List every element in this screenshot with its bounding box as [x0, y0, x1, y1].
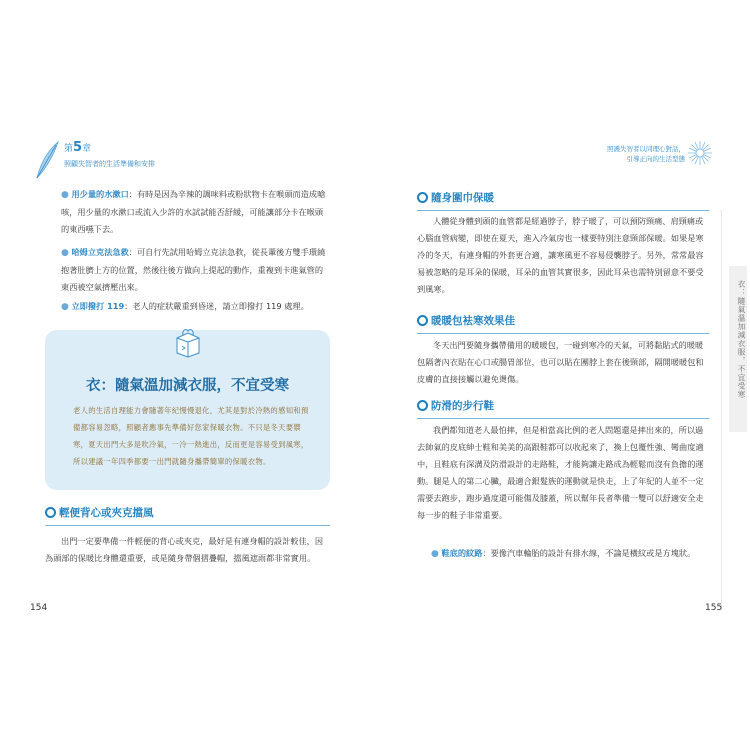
ring-icon [417, 400, 428, 411]
section-heading: 輕便背心或夾克擋風 [45, 505, 154, 520]
clothes-box-icon [173, 326, 203, 358]
bullet-icon: ● [61, 248, 69, 258]
section-heading: 隨身圍巾保暖 [417, 190, 494, 205]
right-header-text: 照護失智者以同理心對話， 引導正向的生活型態 [607, 145, 685, 163]
section-divider [417, 210, 709, 211]
chapter-subtitle: 照顧失智者的生活準備和安排 [64, 160, 155, 168]
section-divider [417, 418, 709, 419]
section-heading: 防滑的步行鞋 [417, 398, 494, 413]
section-heading: 暖暖包袪寒效果佳 [417, 313, 515, 328]
chapter-label: 第5章 [64, 140, 92, 155]
sun-icon [687, 140, 713, 166]
callout-box [45, 330, 330, 490]
tip-item: ● 立即撥打 119：老人的症狀嚴重到昏迷，請立即撥打 119 處理。 [61, 301, 309, 312]
side-tab: 衣：隨氣溫加減衣服，不宜受寒 [729, 266, 747, 432]
chapter-header [34, 140, 234, 180]
section-paragraph: 人體從身體到頭的血管都是經過脖子，脖子暖了，可以預防頸痛、肩頸痛或心腦血管病變，即使在夏天，進入冷氣房也一樣要特別注意頸部保暖。如果是寒冷的冬天，有連身帽的外套更合適，讓寒風更不容易侵襲脖子。另外，常常最容易被忽略的是耳朵的保暖，耳朵的血管其實很多，因此耳朵也需特別留意不要受到風寒。 [417, 216, 704, 294]
right-header [575, 140, 715, 180]
callout-title: 衣：隨氣溫加減衣服，不宜受寒 [86, 377, 289, 394]
page-number-left: 154 [30, 603, 48, 613]
side-rule [721, 210, 722, 610]
feather-icon [34, 140, 60, 180]
bullet-icon: ● [61, 190, 69, 200]
ring-icon [417, 192, 428, 203]
bullet-icon: ● [431, 549, 439, 559]
ring-icon [45, 507, 56, 518]
section-paragraph: 我們都知道老人最怕摔，但是相當高比例的老人問題還是摔出來的，所以過去帥氣的皮底紳士鞋和美美的高跟鞋都可以收起來了，換上包覆性強、彎曲度適中，且鞋底有深溝及防滑設計的走路鞋，才能夠讓走路成為輕鬆而沒有負擔的運動。腿是人的第二心臟，最適合銀髮族的運動就是快走，上了年紀的人並不一定需要去跑步，跑步過度還可能傷及膝蓋，所以幫年長者準備一雙可以舒適安全走每一步的鞋子非常重要。 [417, 425, 704, 520]
section-paragraph: 出門一定要準備一件輕便的背心或夾克，最好是有連身帽的設計較佳，因為頭部的保暖比身體還重要，或是隨身帶個摺疊帽，擋風遮雨都非常實用。 [45, 536, 324, 563]
tip-item: ● 鞋底的紋路：要像汽車輪胎的設計有排水線，不論是橫紋或是方塊狀。 [431, 548, 696, 559]
ring-icon [417, 315, 428, 326]
callout-body: 老人的生活自理能力會隨著年紀慢慢退化，尤其是對於冷熱的感知和預備都容易忽略，照顧者應事先準備好您家保暖衣物。不只是冬天要禦寒，夏天出門大多是吹冷氣，一冷一熱進出，反而更是容易受到風寒，所以建議一年四季都要一出門就隨身攜帶簡單的保暖衣物。 [73, 406, 309, 466]
tip-item: ● 哈姆立克法急救：可自行先試用哈姆立克法急救，從長輩後方雙手環繞抱著肚臍上方的位置，然後往後方做向上提起的動作，重複到卡進氣管的東西被空氣擠壓出來。 [61, 247, 326, 292]
section-divider [45, 525, 330, 526]
section-divider [417, 333, 709, 334]
tip-item: ● 用少量的水漱口：有時是因為辛辣的調味料或粉狀物卡在喉頭而造成嗆咳，用少量的水漱口或流入少許的水試試能否舒緩，可能讓部分卡在喉頭的東西嚥下去。 [61, 189, 326, 234]
section-paragraph: 冬天出門要隨身攜帶備用的暖暖包，一碰到寒冷的天氣，可將黏貼式的暖暖包隔著內衣貼在心口或腸胃部位，也可以貼在團脖上套在後頸部，隔開暖暖包和皮膚的直接接觸以避免燙傷。 [417, 340, 704, 384]
bullet-icon: ● [61, 302, 69, 312]
page-number-right: 155 [705, 603, 723, 613]
